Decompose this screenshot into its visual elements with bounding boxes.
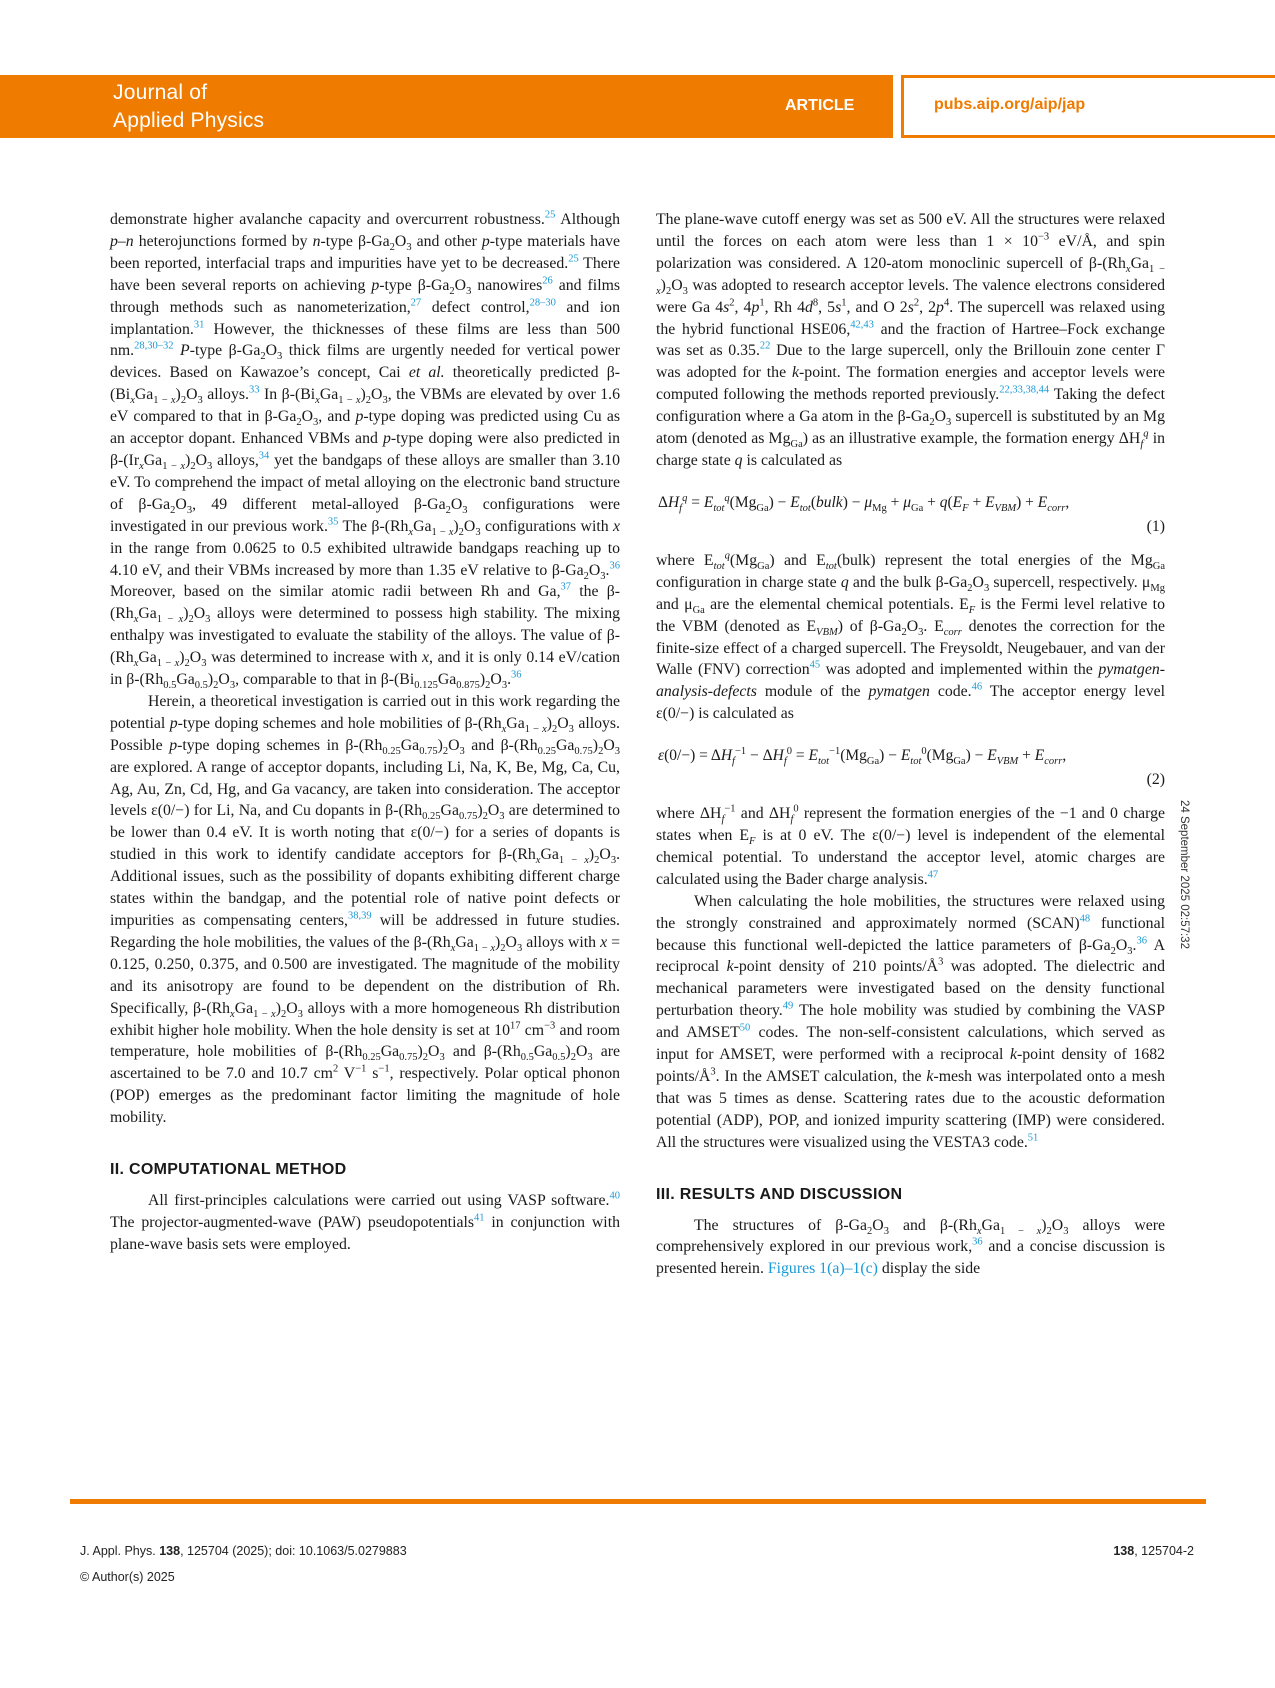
text: -point density of 210 points/Å [733,958,939,976]
citation-ref[interactable]: 45 [809,660,821,672]
citation-ref[interactable]: 46 [971,682,983,694]
text: , and [318,408,356,426]
text: eV/Å, and spin polarization was considered. A 120-atom monoclinic supercell of β-(Rh [656,232,1165,272]
text: alloys. [202,386,249,404]
text: J. Appl. Phys. [80,1544,160,1558]
text: . In the AMSET calculation, the [715,1068,927,1085]
text: and the fraction of Hartree–Fock exchange was set as 0.35. [656,320,1165,360]
text: (bulk) represent the total energies of the Mg [836,551,1153,569]
equation-1-formation-energy [656,486,1165,538]
text: Although [555,211,620,228]
text: demonstrate higher avalanche capacity and overcurrent robustness. [110,211,545,228]
text: A reciprocal [656,936,1165,976]
text: -type β-Ga [320,232,390,250]
text: P [180,342,190,360]
citation-line [80,1538,407,1564]
text: ) as an illustrative example, the formation energy ΔH [802,430,1141,448]
text: Moreover, based on the similar atomic radii between Rh and Ga, [110,583,561,601]
footer-citation [80,1538,407,1590]
footer-divider [70,1499,1206,1504]
paragraph-results: The structures of $\beta-Ga_2O_3$ and $\beta-(Rh_xGa_{1 - x})_2O_3$ alloys were comprehensively explored in our previous work,$^{36}$ and a concise discussion is presented herein. Figures 1(a)–1(c) display the side [656,1216,1166,1278]
left-column [110,209,620,1256]
text: and room temperature, hole mobilities of β-(Rh [110,1021,621,1061]
citation-ref[interactable]: 51 [1027,1132,1039,1144]
text: supercell, respectively. μ [989,573,1151,591]
text: where ΔH [656,805,722,823]
equation-1-number: (1) [1146,517,1165,535]
text: alloys were comprehensively explored in our previous work, [656,1216,1166,1256]
text: ) [175,386,181,404]
text: -type doping was predicted using Cu as an acceptor dopant. Enhanced VBMs and [110,408,621,448]
text: and β-(Rh [888,1216,977,1234]
text: and β-(Rh [444,1043,521,1061]
text: cm [520,1021,545,1039]
citation-ref[interactable]: 33 [248,384,260,396]
paragraph-equation-1-explanation: where $E_{tot}^q(Mg_{Ga})$ and $E_{tot}(bulk)$ represent the total energies of the $Mg_{Ga}$ configuration in charge state q and the bulk $\beta-Ga_2O_3$ supercell, respectively. $\mu_{Mg}$ and $\mu_{Ga}$ are the elemental chemical potentials. $E_F$ is the Fermi level relative to the VBM (denoted as $E_{VBM}$) of $\beta-Ga_2O_3$. $E_{corr}$ denotes the correction for the finite-size effect of a charged supercell. The Freysoldt, Neugebauer, and van der Walle (FNV) correction$^{45}$ was adopted and implemented within the pymatgen-analysis-defects module of the pymatgen code.$^{46}$ The acceptor energy level ε(0/−) is calculated as [656,550,1165,723]
paragraph-intro-continued: demonstrate higher avalanche capacity and overcurrent robustness.$^{25}$ Although p–n heterojunctions formed by n-type $\beta-Ga_2O_3$ and other p-type materials have been reported, interfacial traps and impurities have yet to be decreased.$^{25}$ There have been several reports on achieving p-type $\beta-Ga_2O_3$ nanowires$^{26}$ and films through methods such as nanometerization,$^{27}$ defect control,$^{28-30}$ and ion implantation.$^{31}$ However, the thicknesses of these films are less than 500 nm.$^{28,30-32}$ P-type $\beta-Ga_2O_3$ thick films are urgently needed for vertical power devices. Based on Kawazoe’s concept, Cai et al. theoretically predicted $\beta-(Bi_xGa_{1 - x})_2O_3$ alloys.$^{33}$ In $\beta-(Bi_xGa_{1 - x})_2O_3$, the VBMs are elevated by over 1.6 eV compared to that in $\beta-Ga_2O_3$, and p-type doping was predicted using Cu as an acceptor dopant. Enhanced VBMs and p-type doping were also predicted in $\beta-(Ir_xGa_{1 - x})_2O_3$ alloys,$^{34}$ yet the bandgaps of these alloys are smaller than 3.10 eV. To comprehend the impact of metal alloying on the electronic band structure of $\beta-Ga_2O_3$, 49 different metal-alloyed $\beta-Ga_2O_3$ configurations were investigated in our previous work.$^{35}$ The $\beta-(Rh_xGa_{1 - x})_2O_3$ configurations with x in the range from 0.0625 to 0.5 exhibited ultrawide bandgaps reaching up to 4.10 eV, and their VBMs increased by more than 1.35 eV relative to $\beta-Ga_2O_3.^{36}$ Moreover, based on the similar atomic radii between Rh and Ga,$^{37}$ the $\beta-(Rh_xGa_{1 - x})_2O_3$ alloys were determined to possess high stability. The mixing enthalpy was investigated to evaluate the stability of the alloys. The value of $\beta-(Rh_xGa_{1 - x})_2O_3$ was determined to increase with x, and it is only 0.14 eV/cation in $\beta-(Rh_{0.5}Ga_{0.5})_2O_3$, comparable to that in $\beta-(Bi_{0.125}Ga_{0.875})_2O_3.^{36}$ [110,209,621,692]
equation-2-acceptor-level [656,739,1165,791]
citation-ref[interactable]: 36 [1136,935,1147,947]
paragraph-herein: Herein, a theoretical investigation is carried out in this work regarding the potential p-type doping schemes and hole mobilities of $\beta-(Rh_xGa_{1 - x})_2O_3$ alloys. Possible p-type doping schemes in $\beta-(Rh_{0.25}Ga_{0.75})_2O_3$ and $\beta-(Rh_{0.25}Ga_{0.75})_2O_3$ are explored. A range of acceptor dopants, including Li, Na, K, Be, Mg, Ca, Cu, Ag, Au, Zn, Cd, Hg, and Ga vacancy, are taken into consideration. The acceptor levels ε(0/−) for Li, Na, and Cu dopants in $\beta-(Rh_{0.25}Ga_{0.75})_2O_3$ are determined to be lower than 0.4 eV. It is worth noting that ε(0/−) for a series of dopants is studied in this work to identify candidate acceptors for $\beta-(Rh_xGa_{1 - x})_2O_3$. Additional issues, such as the possibility of dopants exhibiting different charge states within the bandgap, and the potential role of native point defects or impurities as compensating centers,$^{38,39}$ will be addressed in future studies. Regarding the hole mobilities, the values of the $\beta-(Rh_xGa_{1 - x})_2O_3$ alloys with x = 0.125, 0.250, 0.375, and 0.500 are investigated. The magnitude of the mobility and its anisotropy are found to be dependent on the distribution of Rh. Specifically, $\beta-(Rh_xGa_{1 - x})_2O_3$ alloys with a more homogeneous Rh distribution exhibit higher hole mobility. When the hole density is set at $10^{17}$ $cm^{-3}$ and room temperature, hole mobilities of $\beta-(Rh_{0.25}Ga_{0.75})_2O_3$ and $\beta-(Rh_{0.5}Ga_{0.5})_2O_3$ are ascertained to be 7.0 and 10.7 $cm^2$ $V^{-1}$ $s^{-1}$, respectively. Polar optical phonon (POP) emerges as the predominant factor limiting the magnitude of hole mobility. [110,692,621,1127]
equation-1-body: $\Delta H_f^q = E_{tot}^q(Mg_{Ga})$ − $E_{tot}(bulk) - \mu_{Mg} + \mu_{Ga} + q(E_F + E_{VBM}) + E_{corr}$, [658,492,1070,514]
right-column [656,209,1165,1280]
text: pymatgen-analysis-defects [656,661,1165,701]
text: in conjunction with plane-wave basis sets were employed. [110,1213,620,1253]
citation-ref[interactable]: 28,30–32 [134,341,174,353]
citation-ref[interactable]: 22,33,38,44 [999,384,1050,396]
text: are determined to be lower than 0.4 eV. It is worth noting that ε(0/−) for a series of dopants is studied in this work to identify candidate acceptors for β-(Rh [110,802,620,864]
text: , respectively. Polar optical phonon (POP) emerges as the predominant factor limiting the magnitude of hole mobility. [110,1065,620,1127]
citation-ref[interactable]: 31 [193,319,205,331]
journal-title [113,79,264,135]
citation-ref[interactable]: 37 [560,582,572,594]
text: When calculating the hole mobilities, the structures were relaxed using the strongly constrained and approximately normed (SCAN) [656,892,1165,932]
text: alloys with [522,933,601,951]
text: represent the formation energies of the −1 and 0 charge states when E [656,805,1166,845]
citation-ref[interactable]: 40 [609,1190,620,1202]
text: p [382,430,391,448]
text: module of the [756,683,869,701]
text: in charge state [656,430,1165,469]
text: supercell is substituted by an Mg atom (denoted as Mg [656,408,1166,448]
volume-number: 138 [159,1544,181,1558]
text: will be addressed in future studies. Regarding the hole mobilities, the values of the β-(Rh [110,912,620,951]
text: codes. The non-self-consistent calculations, which served as input for AMSET, were performed with a reciprocal [656,1024,1165,1064]
text: alloys, [212,451,259,469]
text: is the Fermi level relative to the VBM (denoted as E [656,595,1165,635]
text: . The supercell was relaxed using the hybrid functional HSE06, [656,298,1165,338]
page-number [1113,1538,1194,1564]
paragraph-equation-2-explanation: where $\Delta H_f^{-1}$ and $\Delta H_f^0$ represent the formation energies of the −1 and 0 charge states when $E_F$ is at 0 eV. The ε(0/−) level is independent of the elemental chemical potential. To understand the acceptor level, atomic charges are calculated using the Bader charge analysis.$^{47}$ [656,803,1166,888]
text: thick films are urgently needed for vertical power devices. Based on Kawazoe’s concept, Cai [110,342,621,382]
text: In β-(Bi [259,386,316,404]
text: alloys with a more homogeneous Rh distribution exhibit higher hole mobility. When the hole density is set at 10 [110,999,620,1039]
text: ) of β-Ga [837,617,902,635]
paragraph-hole-mobility-method: When calculating the hole mobilities, the structures were relaxed using the strongly constrained and approximately normed (SCAN)$^{48}$ functional because this functional well-depicted the lattice parameters of $\beta-Ga_2O_3.^{36}$ A reciprocal k-point density of 210 points/$Å^3$ was adopted. The dielectric and mechanical parameters were investigated based on the density functional perturbation theory.$^{49}$ The hole mobility was studied by combining the VASP and AMSET$^{50}$ codes. The non-self-consistent calculations, which served as input for AMSET, were performed with a reciprocal k-point density of 1682 points/$Å^3$. In the AMSET calculation, the k-mesh was interpolated onto a mesh that was 5 times as dense. Scattering rates due to the acoustic deformation potential (ADP), POP, and ionized impurity scattering (IMP) were considered. All the structures were visualized using the VESTA3 code.$^{51}$ [656,892,1166,1151]
text: et al. [408,364,445,382]
text: was adopted and implemented within the [820,661,1099,679]
citation-ref[interactable]: 36 [511,669,522,681]
text: , and it is only 0.14 eV/cation in β-(Rh [110,649,620,689]
text: was determined to increase with [206,649,422,667]
text: The plane-wave cutoff energy was set as 500 eV. All the structures were relaxed until the forces on each atom were less than 1 × 10 [656,211,1165,250]
journal-title-line1: Journal of [113,81,208,104]
journal-url-link[interactable]: pubs.aip.org/aip/jap [934,96,1086,113]
text: All first-principles calculations were carried out using VASP software. [148,1191,610,1209]
text: O [394,232,407,250]
citation-ref[interactable]: 25 [544,209,556,221]
text: was adopted. The dielectric and mechanical parameters were investigated based on the density functional perturbation theory. [656,958,1165,1020]
text: -point density of 1682 points/Å [656,1046,1165,1085]
text: (Mg [729,551,758,569]
text: , 5 [818,298,836,316]
text: display the side [877,1260,981,1278]
citation-ref[interactable]: 22 [759,341,771,353]
text: code. [929,683,972,701]
text: . Additional issues, such as the possibility of dopants exhibiting different charge states within the bandgap, and the potential role of native point defects or impurities as compensating centers, [110,846,621,929]
text: configurations were investigated in our previous work. [110,495,621,535]
text: denotes the correction for the finite-size effect of a charged supercell. The Freysoldt, Neugebauer, and van der Walle (FNV) correction [656,617,1165,679]
text: p [481,232,490,250]
text: alloys were determined to possess high stability. The mixing enthalpy was investigated to evaluate the stability of the alloys. The value of β-(Rh [110,605,621,667]
text: and μ [656,595,693,613]
citation-ref[interactable]: 49 [782,1001,794,1013]
figure-1-link[interactable]: Figures 1(a)–1(c) [767,1260,878,1278]
text: nanowires [471,276,543,294]
volume-number: 138 [1113,1544,1135,1558]
citation-ref[interactable]: 50 [739,1022,751,1034]
citation-ref[interactable]: 36 [972,1237,983,1249]
citation-ref[interactable]: 25 [568,253,579,265]
text: , 4 [734,298,752,316]
text: theoretically predicted β-(Bi [110,364,621,404]
text: and a concise discussion is presented herein. [656,1238,1165,1278]
text: yet the bandgaps of these alloys are smaller than 3.10 eV. To comprehend the impact of metal alloying on the electronic band structure of β-Ga [110,451,620,513]
text: The β-(Rh [338,517,409,535]
text: is at 0 eV. The ε(0/−) level is independent of the elemental chemical potential. To understand the acceptor level, atomic charges are calculated using the Bader charge analysis. [656,827,1165,888]
text: , 125704-2 [1134,1544,1194,1558]
text: Herein, a theoretical investigation is carried out in this work regarding the potential [110,692,620,732]
text: -type β-Ga [379,276,450,294]
text: ) and E [769,551,826,569]
citation-ref[interactable]: 35 [327,516,339,528]
download-timestamp: 24 September 2025 02:57:32 [1178,800,1190,949]
text: the β-(Rh [110,583,620,623]
text: , 49 different metal-alloyed β-Ga [192,495,446,513]
text: -type doping schemes and hole mobilities of β-(Rh [177,714,502,732]
text: , 2 [919,298,937,316]
journal-url-box[interactable] [901,75,1275,138]
text: are explored. A range of acceptor dopants, including Li, Na, K, Be, Mg, Ca, Cu, Ag, Au, Zn, Cd, Hg, and Ga vacancy, are taken into consideration. The acceptor levels ε(0/−) for Li, Na, and Cu dopants in β-(Rh [110,758,620,820]
text: -type materials have been reported, interfacial traps and impurities have yet to be decreased. [110,232,620,272]
journal-title-line2: Applied Physics [113,109,265,132]
paragraph-computational-method [110,1190,620,1256]
text: alloys. Possible [110,714,621,754]
text: The projector-augmented-wave (PAW) pseudopotentials [110,1213,475,1231]
copyright-notice: © Author(s) 2025 [80,1570,175,1584]
text: The acceptor energy level ε(0/−) is calculated as [656,683,1165,723]
article-type-label: ARTICLE [785,97,855,114]
section-heading-results-and-discussion: III. RESULTS AND DISCUSSION [656,1185,903,1203]
citation-ref[interactable]: 48 [1079,913,1091,925]
citation-ref[interactable]: 36 [609,560,620,572]
text: in the range from 0.0625 to 0.5 exhibited ultrawide bandgaps reaching up to 4.10 eV, and their VBMs increased by more than 1.35 eV relative to β-Ga [110,539,620,579]
text: s [366,1065,379,1083]
text: are ascertained to be 7.0 and 10.7 cm [110,1043,621,1083]
text: n [312,232,321,250]
journal-header [0,75,1275,138]
text: pymatgen [868,683,930,701]
citation-ref[interactable]: 38,39 [348,910,372,922]
text: and β-(Rh [464,736,538,754]
text: configurations with [480,517,613,535]
equation-2-body: $\varepsilon(0/-) = \Delta H_f^{-1} - \Delta H_f^0 = E_{tot}^{-1}(Mg_{Ga}) - E_{tot}^0(Mg_{Ga}) - E_{VBM} + E_{corr}$, [658,745,1067,768]
text: and ion implantation. [110,298,620,338]
citation-ref[interactable]: 41 [474,1212,485,1224]
text: p [371,276,380,294]
text: V [338,1065,356,1083]
text: and the bulk β-Ga [848,573,968,591]
text: p [355,408,364,426]
text: = 0.125, 0.250, 0.375, and 0.500 are investigated. The magnitude of the mobility and its anisotropy are found to be dependent on the distribution of Rh. Specifically, β-(Rh [110,933,621,1017]
text: functional because this functional well-depicted the lattice parameters of β-Ga [656,914,1165,954]
text: was adopted to research acceptor levels. The valence electrons considered were Ga 4 [656,276,1165,316]
text: , and O 2 [846,298,908,316]
header-banner [0,75,893,138]
text: and other [411,232,482,250]
text: heterojunctions formed by [133,232,313,250]
citation-ref[interactable]: 47 [927,869,939,881]
text: , Rh 4 [764,298,805,316]
section-heading-computational-method: II. COMPUTATIONAL METHOD [110,1161,347,1179]
text: The structures of β-Ga [694,1216,868,1234]
text: -point. The formation energies and acceptor levels were computed following the methods reported previously. [656,364,1166,404]
text: There have been several reports on achieving [110,254,620,294]
paragraph-method-continued: The plane-wave cutoff energy was set as 500 eV. All the structures were relaxed until the forces on each atom were less than $1 \times 10^{-3}$ eV/Å, and spin polarization was considered. A 120-atom monoclinic supercell of $\beta-(Rh_xGa_{1 - x})_2O_3$ was adopted to research acceptor levels. The valence electrons considered were Ga $4s^2$, $4p^1$, Rh $4d^8$, $5s^1$, and O $2s^2$, $2p^4$. The supercell was relaxed using the hybrid functional HSE06,$^{42,43}$ and the fraction of Hartree–Fock exchange was set as 0.35.22 Due to the large supercell, only the Brillouin zone center Γ was adopted for the k-point. The formation energies and acceptor levels were computed following the methods reported previously.$^{22,33,38,44}$ Taking the defect configuration where a Ga atom in the $\beta-Ga_2O_3$ supercell is substituted by an Mg atom (denoted as $Mg_{Ga}$) as an illustrative example, the formation energy $\Delta H_f^q$ in charge state q is calculated as [656,211,1166,469]
text: defect control, [421,298,530,316]
citation-ref[interactable]: 26 [542,275,553,287]
text: -type doping schemes in β-(Rh [177,736,383,754]
citation-ref[interactable]: 27 [410,297,422,309]
text: , comparable to that in β-(Bi [235,671,415,689]
text: where E [656,551,714,569]
doi-text[interactable]: , 125704 (2025); doi: 10.1063/5.0279883 [180,1544,407,1558]
text: are the elemental chemical potentials. E [704,595,969,613]
text: and ΔH [735,805,791,823]
text: -type β-Ga [189,342,261,360]
equation-2-number: (2) [1146,771,1165,789]
text: p–n [110,232,134,250]
text: configuration in charge state [656,573,841,591]
text: The hole mobility was studied by combining the VASP and AMSET [656,1002,1166,1042]
text: , the VBMs are elevated by over 1.6 eV compared to that in β-Ga [110,386,621,426]
citation-ref[interactable]: 42,43 [850,319,874,331]
text: -type doping were also predicted in β-(Ir [110,430,620,469]
citation-ref[interactable]: 28–30 [529,297,556,309]
text: Ga [134,386,154,404]
text: Due to the large supercell, only the Brillouin zone center Γ was adopted for the [656,342,1165,382]
text: However, the thicknesses of these films are less than 500 nm. [110,320,620,360]
text: . E [923,617,944,635]
text: is calculated as [742,451,843,469]
citation-ref[interactable]: 34 [258,450,270,462]
text: Taking the defect configuration where a Ga atom in the β-Ga [656,386,1165,426]
text: -mesh was interpolated onto a mesh that was 5 times as dense. Scattering rates due to the acoustic deformation potential (ADP), POP, and ionized impurity scattering (IMP) were considered. All the structures were visualized using the VESTA3 code. [656,1068,1165,1151]
text: and films through methods such as nanometerization, [110,276,621,316]
